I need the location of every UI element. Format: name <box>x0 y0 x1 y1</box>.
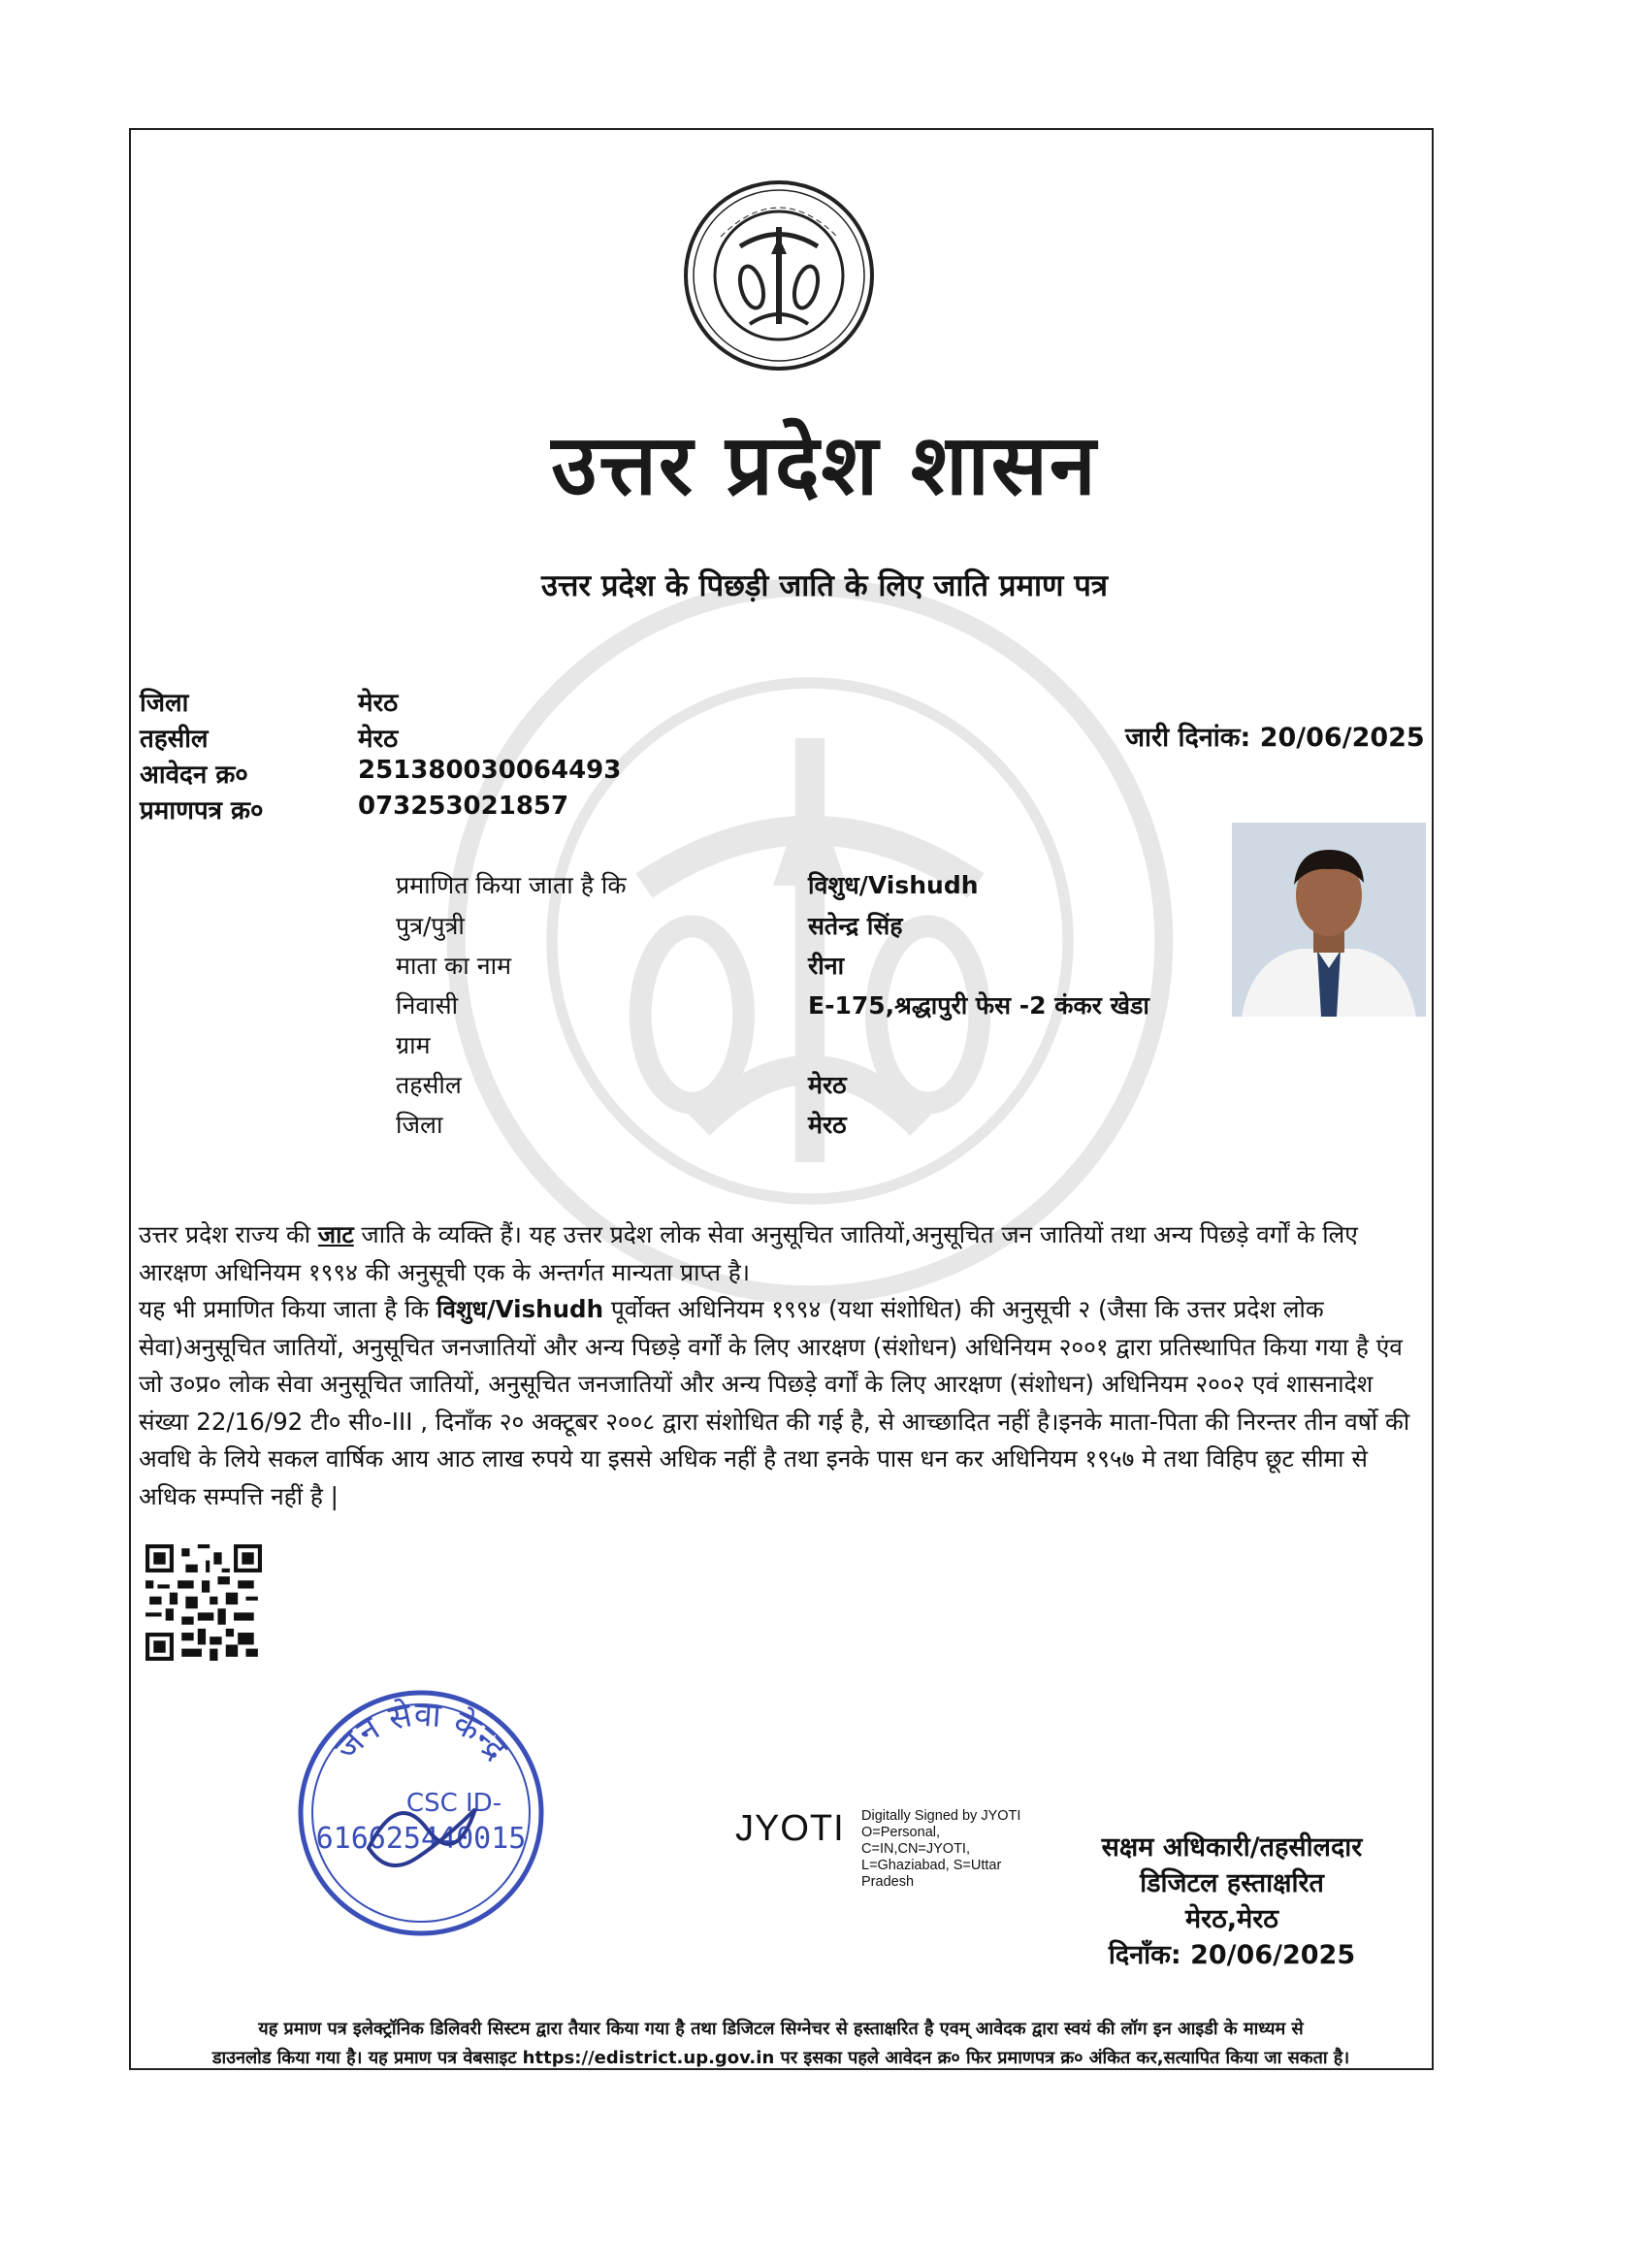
detail-value: मेरठ <box>808 1111 847 1139</box>
meta-value: मेरठ <box>358 725 399 754</box>
qr-code-icon <box>146 1544 262 1661</box>
digital-signature-info: Digitally Signed by JYOTI O=Personal, C=IN,CN=JYOTI, L=Ghaziabad, S=Uttar Pradesh <box>861 1808 1021 1890</box>
csc-seal-stamp <box>291 1683 551 1943</box>
meta-label: प्रमाणपत्र क्र० <box>140 796 264 826</box>
detail-label: माता का नाम <box>396 952 512 980</box>
meta-label: तहसील <box>140 725 209 754</box>
detail-label: निवासी <box>396 991 459 1020</box>
meta-label: आवेदन क्र० <box>140 761 248 790</box>
digital-signer-name: JYOTI <box>735 1808 845 1849</box>
applicant-photo <box>1232 823 1426 1017</box>
stamp-code-top: CSC ID- <box>405 1789 502 1818</box>
detail-value: E-175,श्रद्धापुरी फेस -2 कंकर खेडा <box>808 991 1149 1020</box>
detail-value: रीना <box>808 952 845 980</box>
meta-value: 251380030064493 <box>358 756 622 785</box>
verification-footer: यह प्रमाण पत्र इलेक्ट्रॉनिक डिलिवरी सिस्टम द्वारा तैयार किया गया है तथा डिजिटल सिग्नेचर से हस्ताक्षरित है एवम् आवेदक द्वारा स्वयं की लॉग इन आइडी के माध्यम से डाउनलोड किया गया है। यह प्रमाण पत्र वेबसाइट https://edistrict.up.gov.in पर इसका पहले आवेदन क्र० फिर प्रमाणपत्र क्र० अंकित कर,सत्यापित किया जा सकता है। <box>211 2019 1350 2068</box>
detail-value: विशुध/Vishudh <box>808 871 979 899</box>
main-title: उत्तर प्रदेश शासन <box>551 416 1098 514</box>
meta-label: जिला <box>140 689 189 718</box>
body-paragraph-1: उत्तर प्रदेश राज्य की जाट जाति के व्यक्ति हैं। यह उत्तर प्रदेश लोक सेवा अनुसूचित जातियों,अनुसूचित जन जातियों तथा अन्य पिछड़े वर्गों के लिए आरक्षण अधिनियम १९९४ की अनुसूची एक के अन्तर्गत मान्यता प्राप्त है। <box>139 1220 1358 1286</box>
detail-label: तहसील <box>396 1071 462 1099</box>
issue-date: जारी दिनांक: 20/06/2025 <box>1125 723 1425 753</box>
detail-label: ग्राम <box>396 1031 431 1059</box>
certificate-subtitle: उत्तर प्रदेश के पिछड़ी जाति के लिए जाति प्रमाण पत्र <box>541 568 1108 603</box>
svg-text:जन सेवा केन्द्र <box>328 1695 516 1768</box>
officer-designation: सक्षम अधिकारी/तहसीलदार <box>1101 1832 1363 1863</box>
meta-value: 073253021857 <box>358 792 569 821</box>
detail-value: मेरठ <box>808 1071 847 1099</box>
stamp-code: 616625440015 <box>315 1822 527 1856</box>
officer-digitally-signed: डिजिटल हस्ताक्षरित <box>1140 1868 1324 1898</box>
up-government-emblem-icon <box>682 178 876 373</box>
certificate-body <box>139 1216 1417 1515</box>
meta-value: मेरठ <box>358 689 399 718</box>
officer-date: दिनाँक: 20/06/2025 <box>1108 1940 1356 1970</box>
detail-value: सतेन्द्र सिंह <box>808 912 903 940</box>
caste-name: जाट <box>317 1220 354 1248</box>
detail-label: जिला <box>396 1111 443 1139</box>
officer-place: मेरठ,मेरठ <box>1184 1904 1278 1934</box>
applicant-name-inline: विशुध/Vishudh <box>436 1295 604 1323</box>
stamp-top-text: जन सेवा केन्द्र <box>327 1695 516 1768</box>
detail-label: प्रमाणित किया जाता है कि <box>396 871 627 899</box>
detail-label: पुत्र/पुत्री <box>396 912 465 940</box>
body-paragraph-2: यह भी प्रमाणित किया जाता है कि विशुध/Vishudh पूर्वोक्त अधिनियम १९९४ (यथा संशोधित) की अनुसूची २ (जैसा कि उत्तर प्रदेश लोक सेवा)अनुसूचित जातियों, अनुसूचित जनजातियों और अन्य पिछड़े वर्गों के लिए आरक्षण (संशोधन) अधिनियम २००१ द्वारा प्रतिस्थापित किया गया है एंव जो उ०प्र० लोक सेवा अनुसूचित जातियों, अनुसूचित जनजातियों और अन्य पिछड़े वर्गों के लिए आरक्षण (संशोधन) अधिनियम २००२ एवं शासनादेश संख्या 22/16/92 टी० सी०-III , दिनाँक २० अक्टूबर २००८ द्वारा संशोधित की गई है, से आच्छादित नहीं है।इनके माता-पिता की निरन्तर तीन वर्षो की अवधि के लिये सकल वार्षिक आय आठ लाख रुपये या इससे अधिक नहीं है तथा इनके पास धन कर अधिनियम १९५७ मे तथा विहिप छूट सीमा से अधिक सम्पत्ति नहीं है | <box>139 1295 1410 1510</box>
